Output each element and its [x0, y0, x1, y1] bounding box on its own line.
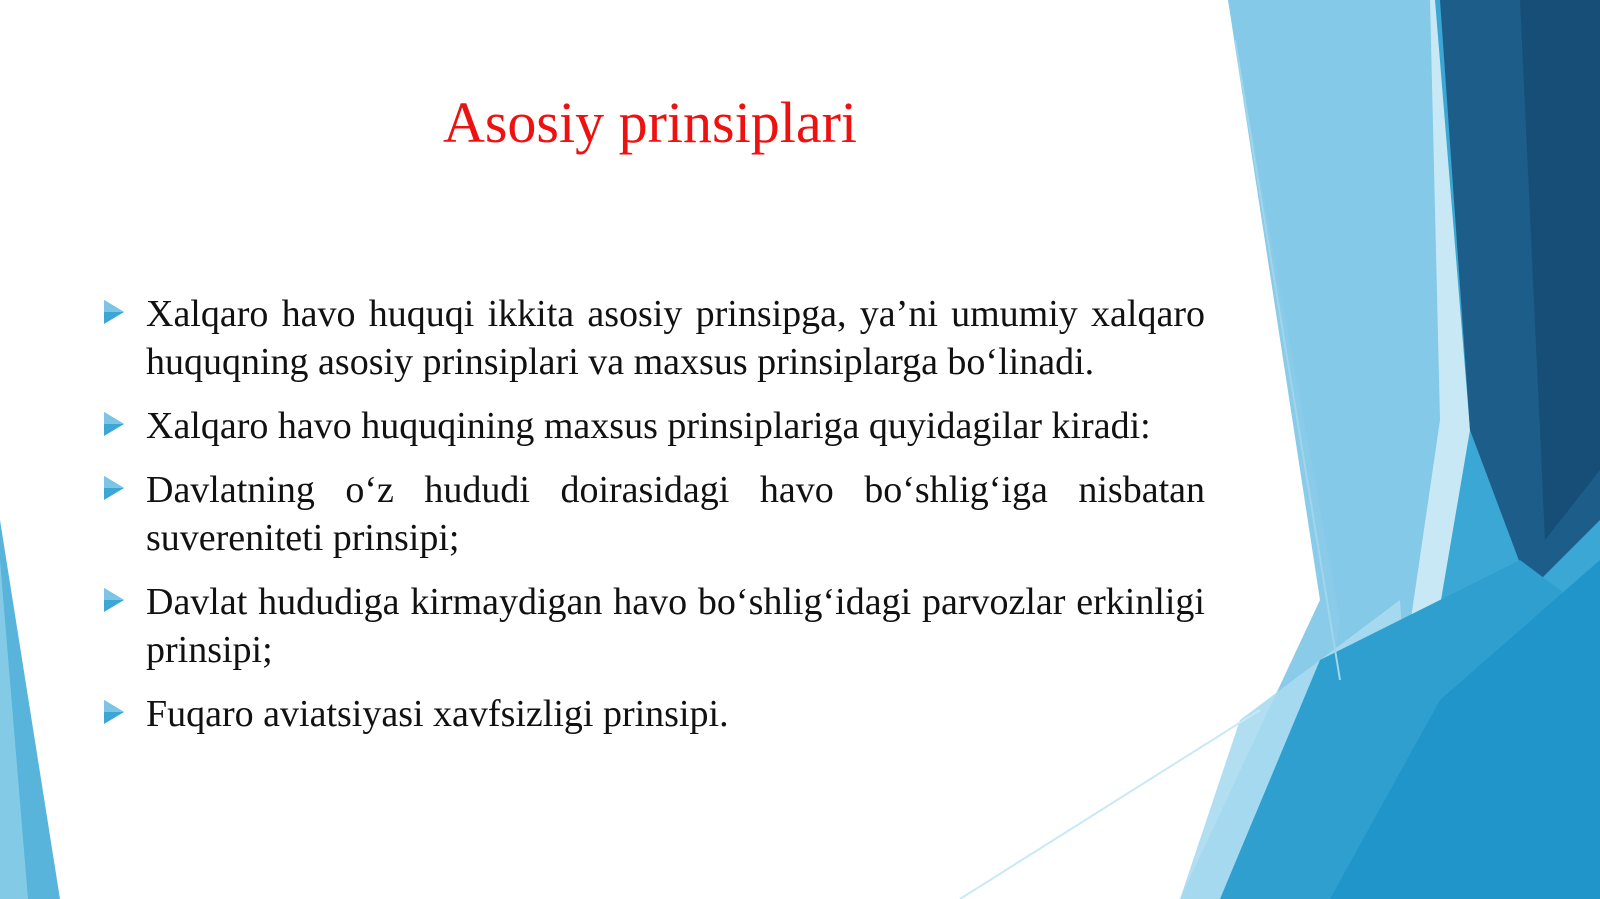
bullet-item	[100, 466, 1205, 562]
bullet-item	[100, 290, 1205, 386]
bullet-item	[100, 578, 1205, 674]
bullet-item	[100, 402, 1205, 450]
bullet-text: Xalqaro havo huquqi ikkita asosiy prinsipga, ya’ni umumiy xalqaro huquqning asosiy prinsiplari va maxsus prinsiplarga bo‘linadi.	[146, 293, 1205, 383]
bullet-item	[100, 690, 1205, 738]
triangle-bullet-icon	[102, 298, 126, 326]
triangle-bullet-icon	[102, 698, 126, 726]
bullet-list	[100, 290, 1205, 754]
bullet-text: Fuqaro aviatsiyasi xavfsizligi prinsipi.	[146, 693, 729, 735]
bullet-text: Davlat hududiga kirmaydigan havo bo‘shlig‘idagi parvozlar erkinligi prinsipi;	[146, 581, 1205, 671]
bullet-text: Xalqaro havo huquqining maxsus prinsiplariga quyidagilar kiradi:	[146, 405, 1151, 447]
triangle-bullet-icon	[102, 586, 126, 614]
triangle-bullet-icon	[102, 474, 126, 502]
bullet-text: Davlatning o‘z hududi doirasidagi havo bo‘shlig‘iga nisbatan suvereniteti prinsipi;	[146, 469, 1205, 559]
slide-title: Asosiy prinsiplari	[442, 90, 858, 155]
triangle-bullet-icon	[102, 410, 126, 438]
